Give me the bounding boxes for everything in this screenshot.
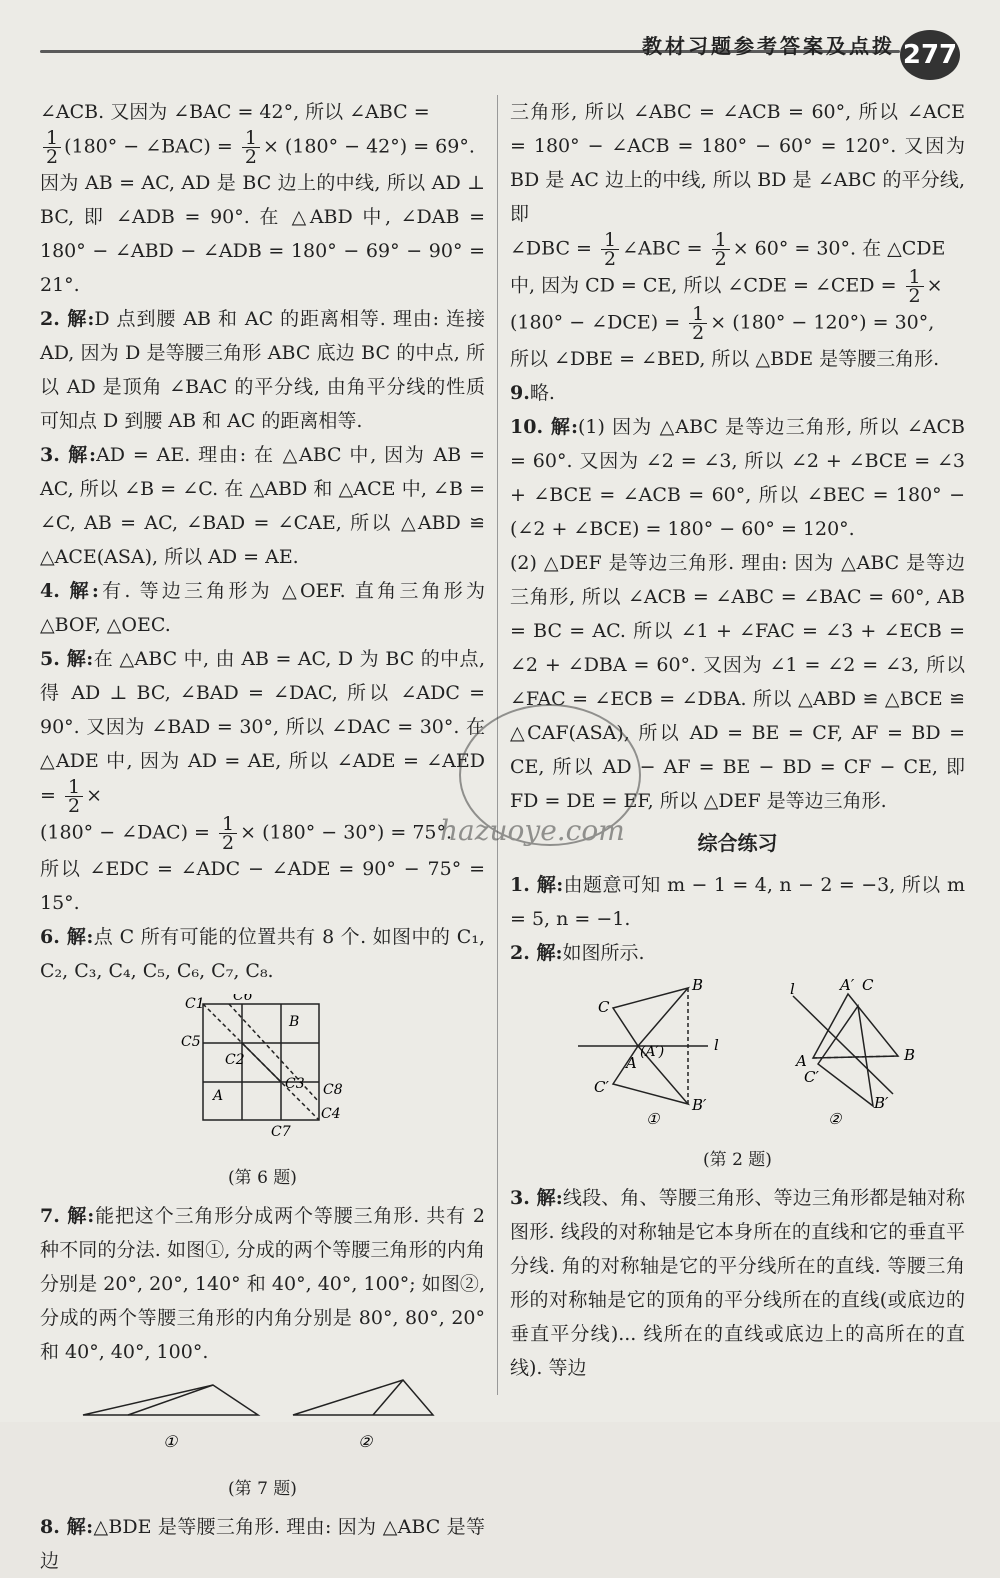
- fig2-label: l: [789, 980, 795, 998]
- fraction: $\frac{1}{2}$: [689, 305, 707, 342]
- formula-line: $\frac{1}{2}$ (180° − ∠BAC) = $\frac{1}{2}$ × (180° − 42°) = 69°.: [40, 129, 485, 166]
- fig2-label: B′: [691, 1096, 706, 1114]
- fig2-label: B: [691, 976, 703, 994]
- page-header: [0, 0, 1000, 90]
- answer-10-part-2: (2) △DEF 是等边三角形. 理由: 因为 △ABC 是等边三角形, 所以 ∠ACB = ∠ABC = ∠BAC = 60°, AB = BC = AC. 所以 ∠1 + ∠FAC = ∠3 + ∠ECB = ∠2 + ∠DBA = 60°. 又因为 ∠1 = ∠2 = ∠3, 所以 ∠FAC = ∠ECB = ∠DBA. 所以 △ABD ≌ △BCE ≌ △CAF(ASA), 所以 AD = BE = CF, AF = BD = CE, 所以 AD − AF = BE − BD = CF − CE, 即 FD = DE = EF, 所以 △DEF 是等边三角形.: [510, 552, 965, 812]
- figure-7-caption: (第 7 题): [228, 1479, 297, 1499]
- fig2-label: l: [713, 1036, 719, 1054]
- text-line: 所以 ∠DBE = ∠BED, 所以 △BDE 是等腰三角形.: [510, 348, 940, 370]
- figure-6-caption: (第 6 题): [228, 1168, 297, 1188]
- fig6-label: B: [288, 1014, 299, 1030]
- formula-line: (180° − ∠DAC) = $\frac{1}{2}$ × (180° − 30°) = 75°.: [40, 813, 453, 854]
- answer-6: 6. 解:点 C 所有可能的位置共有 8 个. 如图中的 C₁, C₂, C₃, C₄, C₅, C₆, C₇, C₈.: [40, 926, 485, 982]
- fig2-label: A: [625, 1054, 637, 1072]
- answer-4: 4. 解:有. 等边三角形为 △OEF. 直角三角形为 △BOF, △OEC.: [40, 580, 485, 636]
- answer-9: 9.略.: [510, 382, 555, 404]
- fig6-label: C2: [224, 1052, 245, 1068]
- text-paragraph: 三角形, 所以 ∠ABC = ∠ACB = 60°, 所以 ∠ACE = 180° − ∠ACB = 180° − 60° = 120°. 又因为 BD 是 AC 边上的中线, 所以 BD 是 ∠ABC 的平分线, 即: [510, 101, 965, 225]
- fraction: $\frac{1}{2}$: [219, 815, 237, 852]
- exercise-2: 2. 解:如图所示.: [510, 942, 645, 964]
- fraction: $\frac{1}{2}$: [43, 129, 61, 166]
- fig2-label: A: [795, 1052, 807, 1070]
- answer-10: 10. 解:(1) 因为 △ABC 是等边三角形, 所以 ∠ACB = 60°. 又因为 ∠2 = ∠3, 所以 ∠2 + ∠BCE = ∠3 + ∠BCE = ∠ACB = 60°, 所以 ∠BEC = 180° − (∠2 + ∠BCE) = 180° − 60° = 120°.: [510, 416, 965, 540]
- fraction: $\frac{1}{2}$: [712, 231, 730, 268]
- text-paragraph: 因为 AB = AC, AD 是 BC 边上的中线, 所以 AD ⊥ BC, 即 ∠ADB = 90°. 在 △ABD 中, ∠DAB = 180° − ∠ABD − ∠ADB = 180° − 69° − 90° = 21°.: [40, 172, 485, 296]
- watermark-text: hazuoye.com: [440, 814, 625, 847]
- header-title: 教材习题参考答案及点拨: [642, 34, 895, 58]
- fig2-label: (A′): [639, 1044, 664, 1060]
- watermark-stamp: [420, 680, 660, 874]
- formula-line: ∠DBC = $\frac{1}{2}$ ∠ABC = $\frac{1}{2}$ × 60° = 30°. 在 △CDE: [510, 229, 946, 270]
- reflection-diagrams: [528, 976, 948, 1126]
- fig2-label: B: [903, 1046, 915, 1064]
- figure-7: [40, 1375, 485, 1466]
- fraction: $\frac{1}{2}$: [906, 268, 924, 305]
- fig6-label: C7: [270, 1124, 291, 1140]
- answer-3: 3. 解:AD = AE. 理由: 在 △ABC 中, 因为 AB = AC, 所以 ∠B = ∠C. 在 △ABD 和 △ACE 中, ∠B = ∠C, AB = AC, ∠BAD = ∠CAE, 所以 △ABD ≌ △ACE(ASA), 所以 AD = AE.: [40, 444, 486, 568]
- exercise-3: 3. 解:线段、角、等腰三角形、等边三角形都是轴对称图形. 线段的对称轴是它本身所在的直线和它的垂直平分线. 角的对称轴是它的平分线所在的直线. 等腰三角形的对称轴是它的顶角的平分线所在的直线(或底边的垂直平分线)... 线所在的直线或底边上的高所在的直线). 等边: [510, 1187, 965, 1379]
- fig6-label: C6: [232, 994, 253, 1004]
- grid-diagram: [163, 994, 363, 1144]
- page-number: 277: [900, 30, 960, 80]
- answer-5: 5. 解:在 △ABC 中, 由 AB = AC, D 为 BC 的中点, 得 AD ⊥ BC, ∠BAD = ∠DAC, 所以 ∠ADC = 90°. 又因为 ∠BAD = 30°, 所以 ∠DAC = 30°. 在 △ADE 中, 因为 AD = AE, 所以 ∠ADE = ∠AED = $\frac{1}{2}$ ×: [40, 648, 485, 817]
- text-line: 所以 ∠EDC = ∠ADC − ∠ADE = 90° − 75° = 15°.: [40, 858, 485, 914]
- triangle-diagrams: [63, 1375, 463, 1455]
- fig2-label: C′: [803, 1068, 819, 1086]
- answer-7: 7. 解:能把这个三角形分成两个等腰三角形. 共有 2 种不同的分法. 如图①, 分成的两个等腰三角形的内角分别是 20°, 20°, 140° 和 40°, 40°, 100°; 如图②, 分成的两个等腰三角形的内角分别是 80°, 80°, 20° 和 40°, 40°, 100°.: [40, 1205, 485, 1363]
- answer-2: 2. 解:D 点到腰 AB 和 AC 的距离相等. 理由: 连接 AD, 因为 D 是等腰三角形 ABC 底边 BC 的中点, 所以 AD 是顶角 ∠BAC 的平分线, 由角平分线的性质可知点 D 到腰 AB 和 AC 的距离相等.: [40, 308, 485, 432]
- fig6-label: C5: [180, 1034, 201, 1050]
- left-column: [40, 95, 485, 1578]
- fraction: $\frac{1}{2}$: [65, 778, 83, 815]
- fraction: $\frac{1}{2}$: [601, 231, 619, 268]
- fig2-label: C: [861, 976, 873, 994]
- fig6-label: C8: [322, 1082, 343, 1098]
- figure-2: [510, 976, 965, 1137]
- fraction: $\frac{1}{2}$: [242, 129, 260, 166]
- fig2-label: C: [597, 998, 609, 1016]
- fig2-label: A′: [839, 976, 854, 994]
- watermark-graphic: [420, 680, 660, 870]
- formula-line: (180° − ∠DCE) = $\frac{1}{2}$ × (180° − 120°) = 30°,: [510, 303, 935, 344]
- fig6-label: C3: [284, 1076, 305, 1092]
- fig2-label: ②: [827, 1110, 841, 1126]
- fig6-label: A: [212, 1088, 223, 1104]
- formula-line: 中, 因为 CD = CE, 所以 ∠CDE = ∠CED = $\frac{1}{2}$ ×: [510, 266, 943, 307]
- section-title: 综合练习: [697, 831, 778, 855]
- fig6-label: C4: [320, 1106, 341, 1122]
- figure-6: [40, 994, 485, 1155]
- fig7-label: ①: [162, 1432, 177, 1451]
- fig2-label: C′: [593, 1078, 609, 1096]
- figure-2-caption: (第 2 题): [703, 1150, 772, 1170]
- fig6-label: C1: [184, 996, 205, 1012]
- fig2-label: B′: [873, 1094, 888, 1112]
- answer-8: 8. 解:△BDE 是等腰三角形. 理由: 因为 △ABC 是等边: [40, 1516, 485, 1572]
- fig2-label: ①: [645, 1110, 659, 1126]
- text-line: ∠ACB. 又因为 ∠BAC = 42°, 所以 ∠ABC =: [40, 101, 430, 123]
- exercise-1: 1. 解:由题意可知 m − 1 = 4, n − 2 = −3, 所以 m = 5, n = −1.: [510, 874, 965, 930]
- fig7-label: ②: [357, 1432, 372, 1451]
